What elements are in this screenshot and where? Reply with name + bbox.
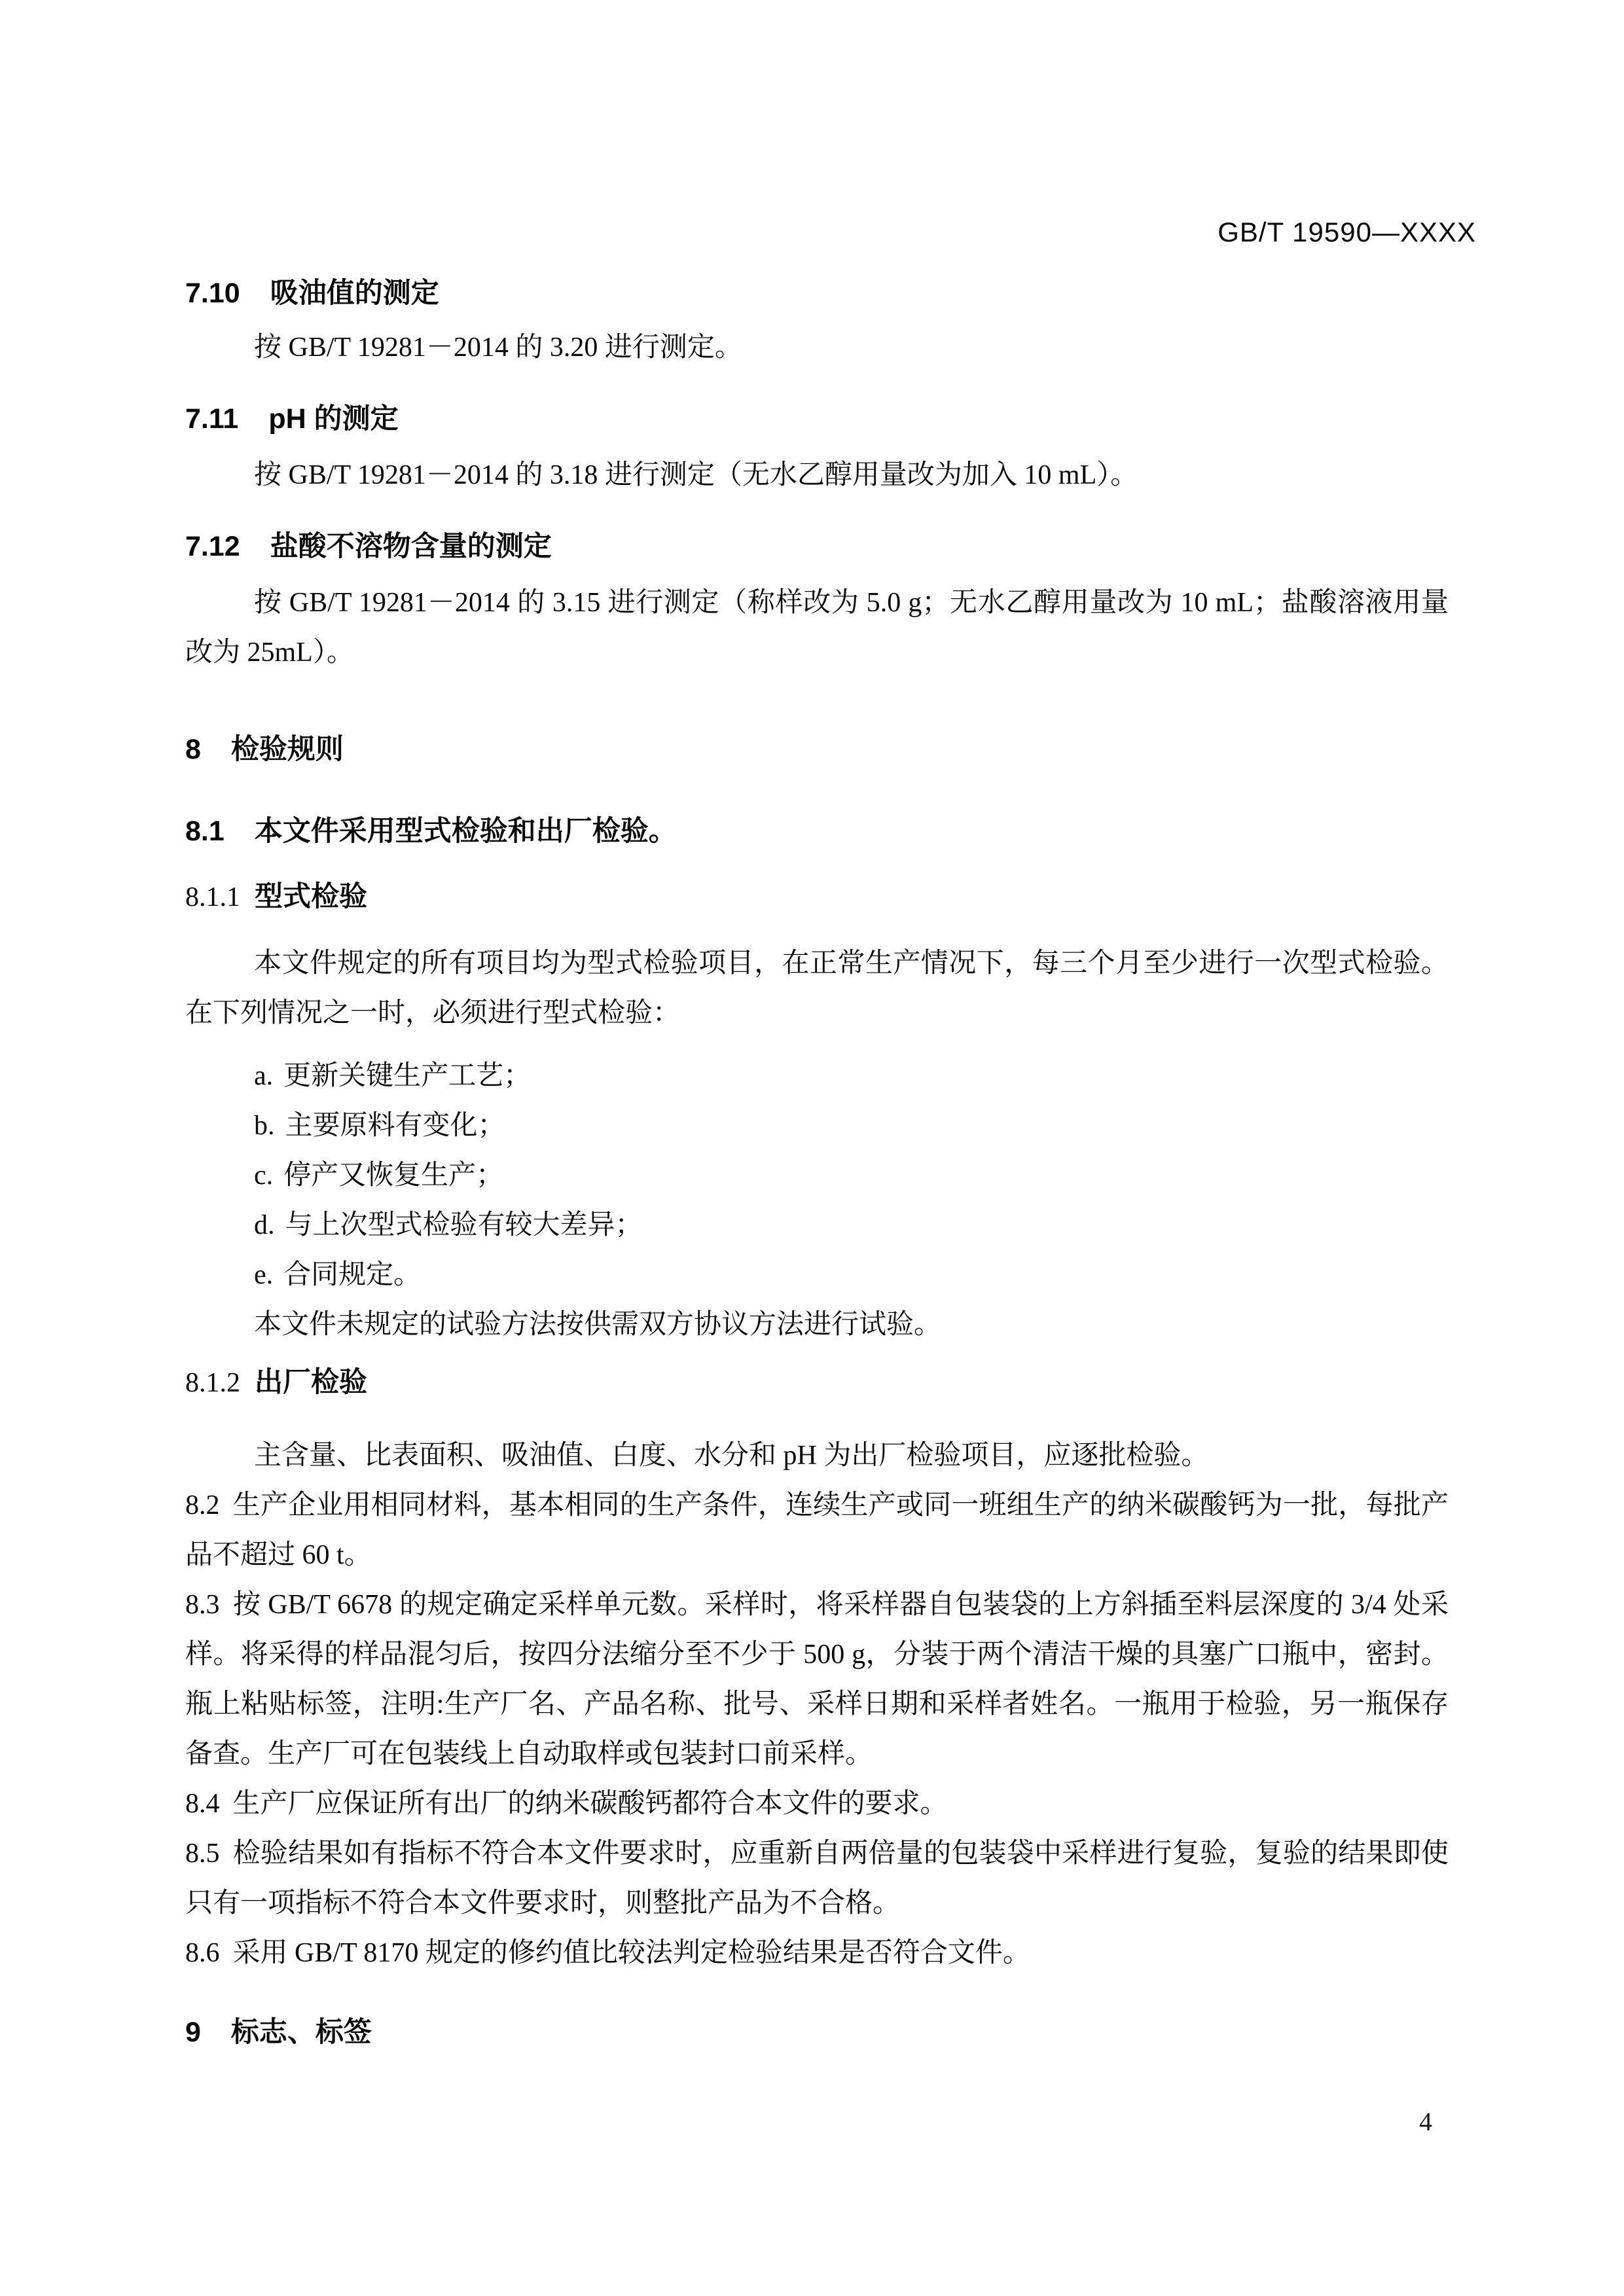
heading-8 bbox=[185, 730, 1449, 769]
section-number-7-10: 7.10 bbox=[185, 278, 240, 309]
clause-8-4 bbox=[185, 1779, 1449, 1829]
list-item-a-label: a. bbox=[254, 1061, 274, 1091]
clause-text-8-4: 生产厂应保证所有出厂的纳米碳酸钙都符合本文件的要求。 bbox=[232, 1789, 948, 1819]
paragraph-7-10: 按 GB/T 19281－2014 的 3.20 进行测定。 bbox=[254, 332, 742, 363]
section-title-7-10: 吸油值的测定 bbox=[270, 278, 439, 309]
clause-8-6 bbox=[185, 1928, 1449, 1978]
heading-8-1-1 bbox=[185, 877, 1449, 917]
heading-9 bbox=[185, 2013, 1449, 2052]
section-number-7-12: 7.12 bbox=[185, 531, 240, 562]
section-title-7-12: 盐酸不溶物含量的测定 bbox=[270, 531, 552, 562]
section-number-8: 8 bbox=[185, 734, 201, 765]
heading-7-12 bbox=[185, 527, 1449, 566]
heading-8-1 bbox=[185, 812, 1449, 851]
list-item-d-text: 与上次型式检验有较大差异； bbox=[285, 1210, 643, 1240]
clause-8-2 bbox=[185, 1480, 1449, 1580]
section-number-9: 9 bbox=[185, 2017, 201, 2048]
heading-8-1-2 bbox=[185, 1363, 1449, 1403]
section-title-8-1-2: 出厂检验 bbox=[255, 1367, 367, 1398]
list-item-d bbox=[185, 1200, 1449, 1250]
section-number-8-1-2: 8.1.2 bbox=[185, 1368, 240, 1398]
list-item-c-text: 停产又恢复生产； bbox=[283, 1160, 504, 1191]
paragraph-7-12: 按 GB/T 19281－2014 的 3.15 进行测定（称样改为 5.0 g；无水乙醇用量改为 10 mL；盐酸溶液用量改为 25mL）。 bbox=[185, 588, 1449, 668]
section-number-8-1: 8.1 bbox=[185, 816, 225, 847]
paragraph-8-1-1-intro: 本文件规定的所有项目均为型式检验项目，在正常生产情况下，每三个月至少进行一次型式检验。在下列情况之一时，必须进行型式检验： bbox=[185, 948, 1449, 1028]
clause-number-8-6: 8.6 bbox=[185, 1938, 220, 1968]
list-item-e-label: e. bbox=[254, 1260, 274, 1290]
list-item-c bbox=[185, 1151, 1449, 1200]
clause-8-3 bbox=[185, 1580, 1449, 1779]
document-content bbox=[185, 0, 1449, 2052]
clause-number-8-5: 8.5 bbox=[185, 1839, 220, 1869]
list-item-e-text: 合同规定。 bbox=[283, 1260, 422, 1290]
clause-text-8-3: 按 GB/T 6678 的规定确定采样单元数。采样时，将采样器自包装袋的上方斜插至料层深度的 3/4 处采样。将采得的样品混匀后，按四分法缩分至不少于 500 g，分装于两个清洁干燥的具塞广口瓶中，密封。瓶上粘贴标签，注明:生产厂名、产品名称、批号、采样日期和采样者姓名。一瓶用于检验，另一瓶保存备查。生产厂可在包装线上自动取样或包装封口前采样。 bbox=[185, 1590, 1449, 1769]
list-item-b-text: 主要原料有变化； bbox=[285, 1111, 505, 1141]
paragraph-8-1-1-outro: 本文件未规定的试验方法按供需双方协议方法进行试验。 bbox=[254, 1310, 942, 1340]
section-title-7-11: pH 的测定 bbox=[268, 403, 399, 435]
list-item-e bbox=[185, 1250, 1449, 1300]
type-inspection-conditions-list bbox=[185, 1051, 1449, 1300]
clause-8-5 bbox=[185, 1829, 1449, 1928]
clause-text-8-2: 生产企业用相同材料，基本相同的生产条件，连续生产或同一班组生产的纳米碳酸钙为一批，每批产品不超过 60 t。 bbox=[185, 1490, 1449, 1570]
clause-number-8-3: 8.3 bbox=[185, 1590, 220, 1620]
clause-text-8-5: 检验结果如有指标不符合本文件要求时，应重新自两倍量的包装袋中采样进行复验，复验的结果即使只有一项指标不符合本文件要求时，则整批产品为不合格。 bbox=[185, 1839, 1449, 1918]
clause-number-8-2: 8.2 bbox=[185, 1490, 220, 1520]
list-item-a bbox=[185, 1051, 1449, 1101]
heading-7-11 bbox=[185, 399, 1449, 439]
section-title-8-1: 本文件采用型式检验和出厂检验。 bbox=[254, 816, 677, 847]
heading-7-10 bbox=[185, 274, 1449, 313]
section-number-8-1-1: 8.1.1 bbox=[185, 882, 240, 912]
list-item-a-text: 更新关键生产工艺； bbox=[283, 1061, 532, 1091]
clause-text-8-6: 采用 GB/T 8170 规定的修约值比较法判定检验结果是否符合文件。 bbox=[232, 1938, 1030, 1968]
list-item-c-label: c. bbox=[254, 1160, 274, 1191]
paragraph-8-1-2: 主含量、比表面积、吸油值、白度、水分和 pH 为出厂检验项目，应逐批检验。 bbox=[254, 1441, 1209, 1471]
page-number: 4 bbox=[1419, 2107, 1432, 2136]
list-item-b bbox=[185, 1101, 1449, 1151]
list-item-b-label: b. bbox=[254, 1111, 275, 1141]
section-title-8-1-1: 型式检验 bbox=[255, 881, 367, 912]
clause-number-8-4: 8.4 bbox=[185, 1789, 220, 1819]
header-doc-code: GB/T 19590—XXXX bbox=[1218, 217, 1476, 247]
section-title-9: 标志、标签 bbox=[230, 2017, 372, 2048]
paragraph-7-11: 按 GB/T 19281－2014 的 3.18 进行测定（无水乙醇用量改为加入 10 mL）。 bbox=[254, 460, 1138, 490]
section-number-7-11: 7.11 bbox=[185, 403, 239, 435]
list-item-d-label: d. bbox=[254, 1210, 275, 1240]
section-title-8: 检验规则 bbox=[230, 734, 344, 765]
